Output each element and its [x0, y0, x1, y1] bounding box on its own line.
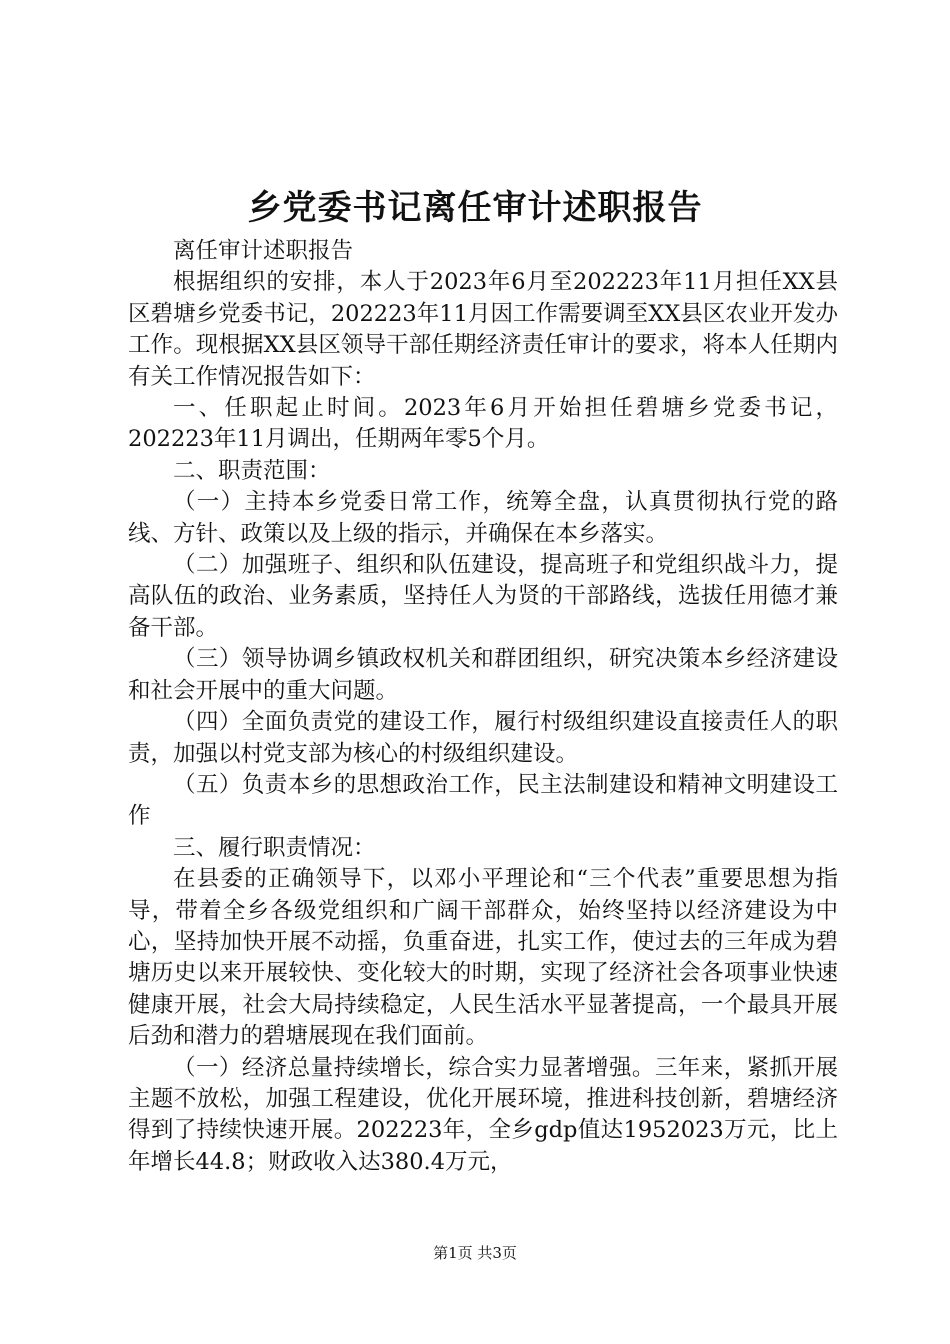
page-footer: 第1页 共3页 — [433, 1244, 517, 1262]
paragraph-economy: （一）经济总量持续增长，综合实力显著增强。三年来，紧抓开展主题不放松，加强工程建设，优化开展环境，推进科技创新，碧塘经济得到了持续快速开展。202223年，全乡gdp值达1952023万元，比上年增长44.8；财政收入达380.4万元， — [128, 1054, 838, 1175]
paragraph-scope-heading: 二、职责范围： — [173, 457, 331, 484]
paragraph-scope-3: （三）领导协调乡镇政权机关和群团组织，研究决策本乡经济建设和社会开展中的重大问题。 — [128, 646, 838, 704]
paragraph-term: 一、任职起止时间。2023年6月开始担任碧塘乡党委书记，202223年11月调出，任期两年零5个月。 — [128, 395, 838, 453]
paragraph-performance-summary: 在县委的正确领导下，以邓小平理论和“三个代表”重要思想为指导，带着全乡各级党组织和广阔干部群众，始终坚持以经济建设为中心，坚持加快开展不动摇，负重奋进，扎实工作，使过去的三年成为碧塘历史以来开展较快、变化较大的时期，实现了经济社会各项事业快速健康开展，社会大局持续稳定，人民生活水平显著提高，一个最具开展后劲和潜力的碧塘展现在我们面前。 — [128, 866, 838, 1050]
paragraph-scope-4: （四）全面负责党的建设工作，履行村级组织建设直接责任人的职责，加强以村党支部为核心的村级组织建设。 — [128, 709, 838, 767]
paragraph-intro: 根据组织的安排，本人于2023年6月至202223年11月担任XX县区碧塘乡党委书记，202223年11月因工作需要调至XX县区农业开发办工作。现根据XX县区领导干部任期经济责任审计的要求，将本人任期内有关工作情况报告如下： — [128, 269, 838, 390]
document-title: 乡党委书记离任审计述职报告 — [247, 188, 703, 228]
paragraph-scope-1: （一）主持本乡党委日常工作，统筹全盘，认真贯彻执行党的路线、方针、政策以及上级的指示，并确保在本乡落实。 — [128, 489, 838, 547]
paragraph-scope-2: （二）加强班子、组织和队伍建设，提高班子和党组织战斗力，提高队伍的政治、业务素质，坚持任人为贤的干部路线，选拔任用德才兼备干部。 — [128, 552, 838, 641]
paragraph-performance-heading: 三、履行职责情况： — [173, 834, 376, 861]
paragraph-scope-5: （五）负责本乡的思想政治工作，民主法制建设和精神文明建设工作 — [128, 771, 838, 830]
document-body — [128, 236, 838, 1178]
paragraph-subtitle: 离任审计述职报告 — [173, 238, 354, 264]
